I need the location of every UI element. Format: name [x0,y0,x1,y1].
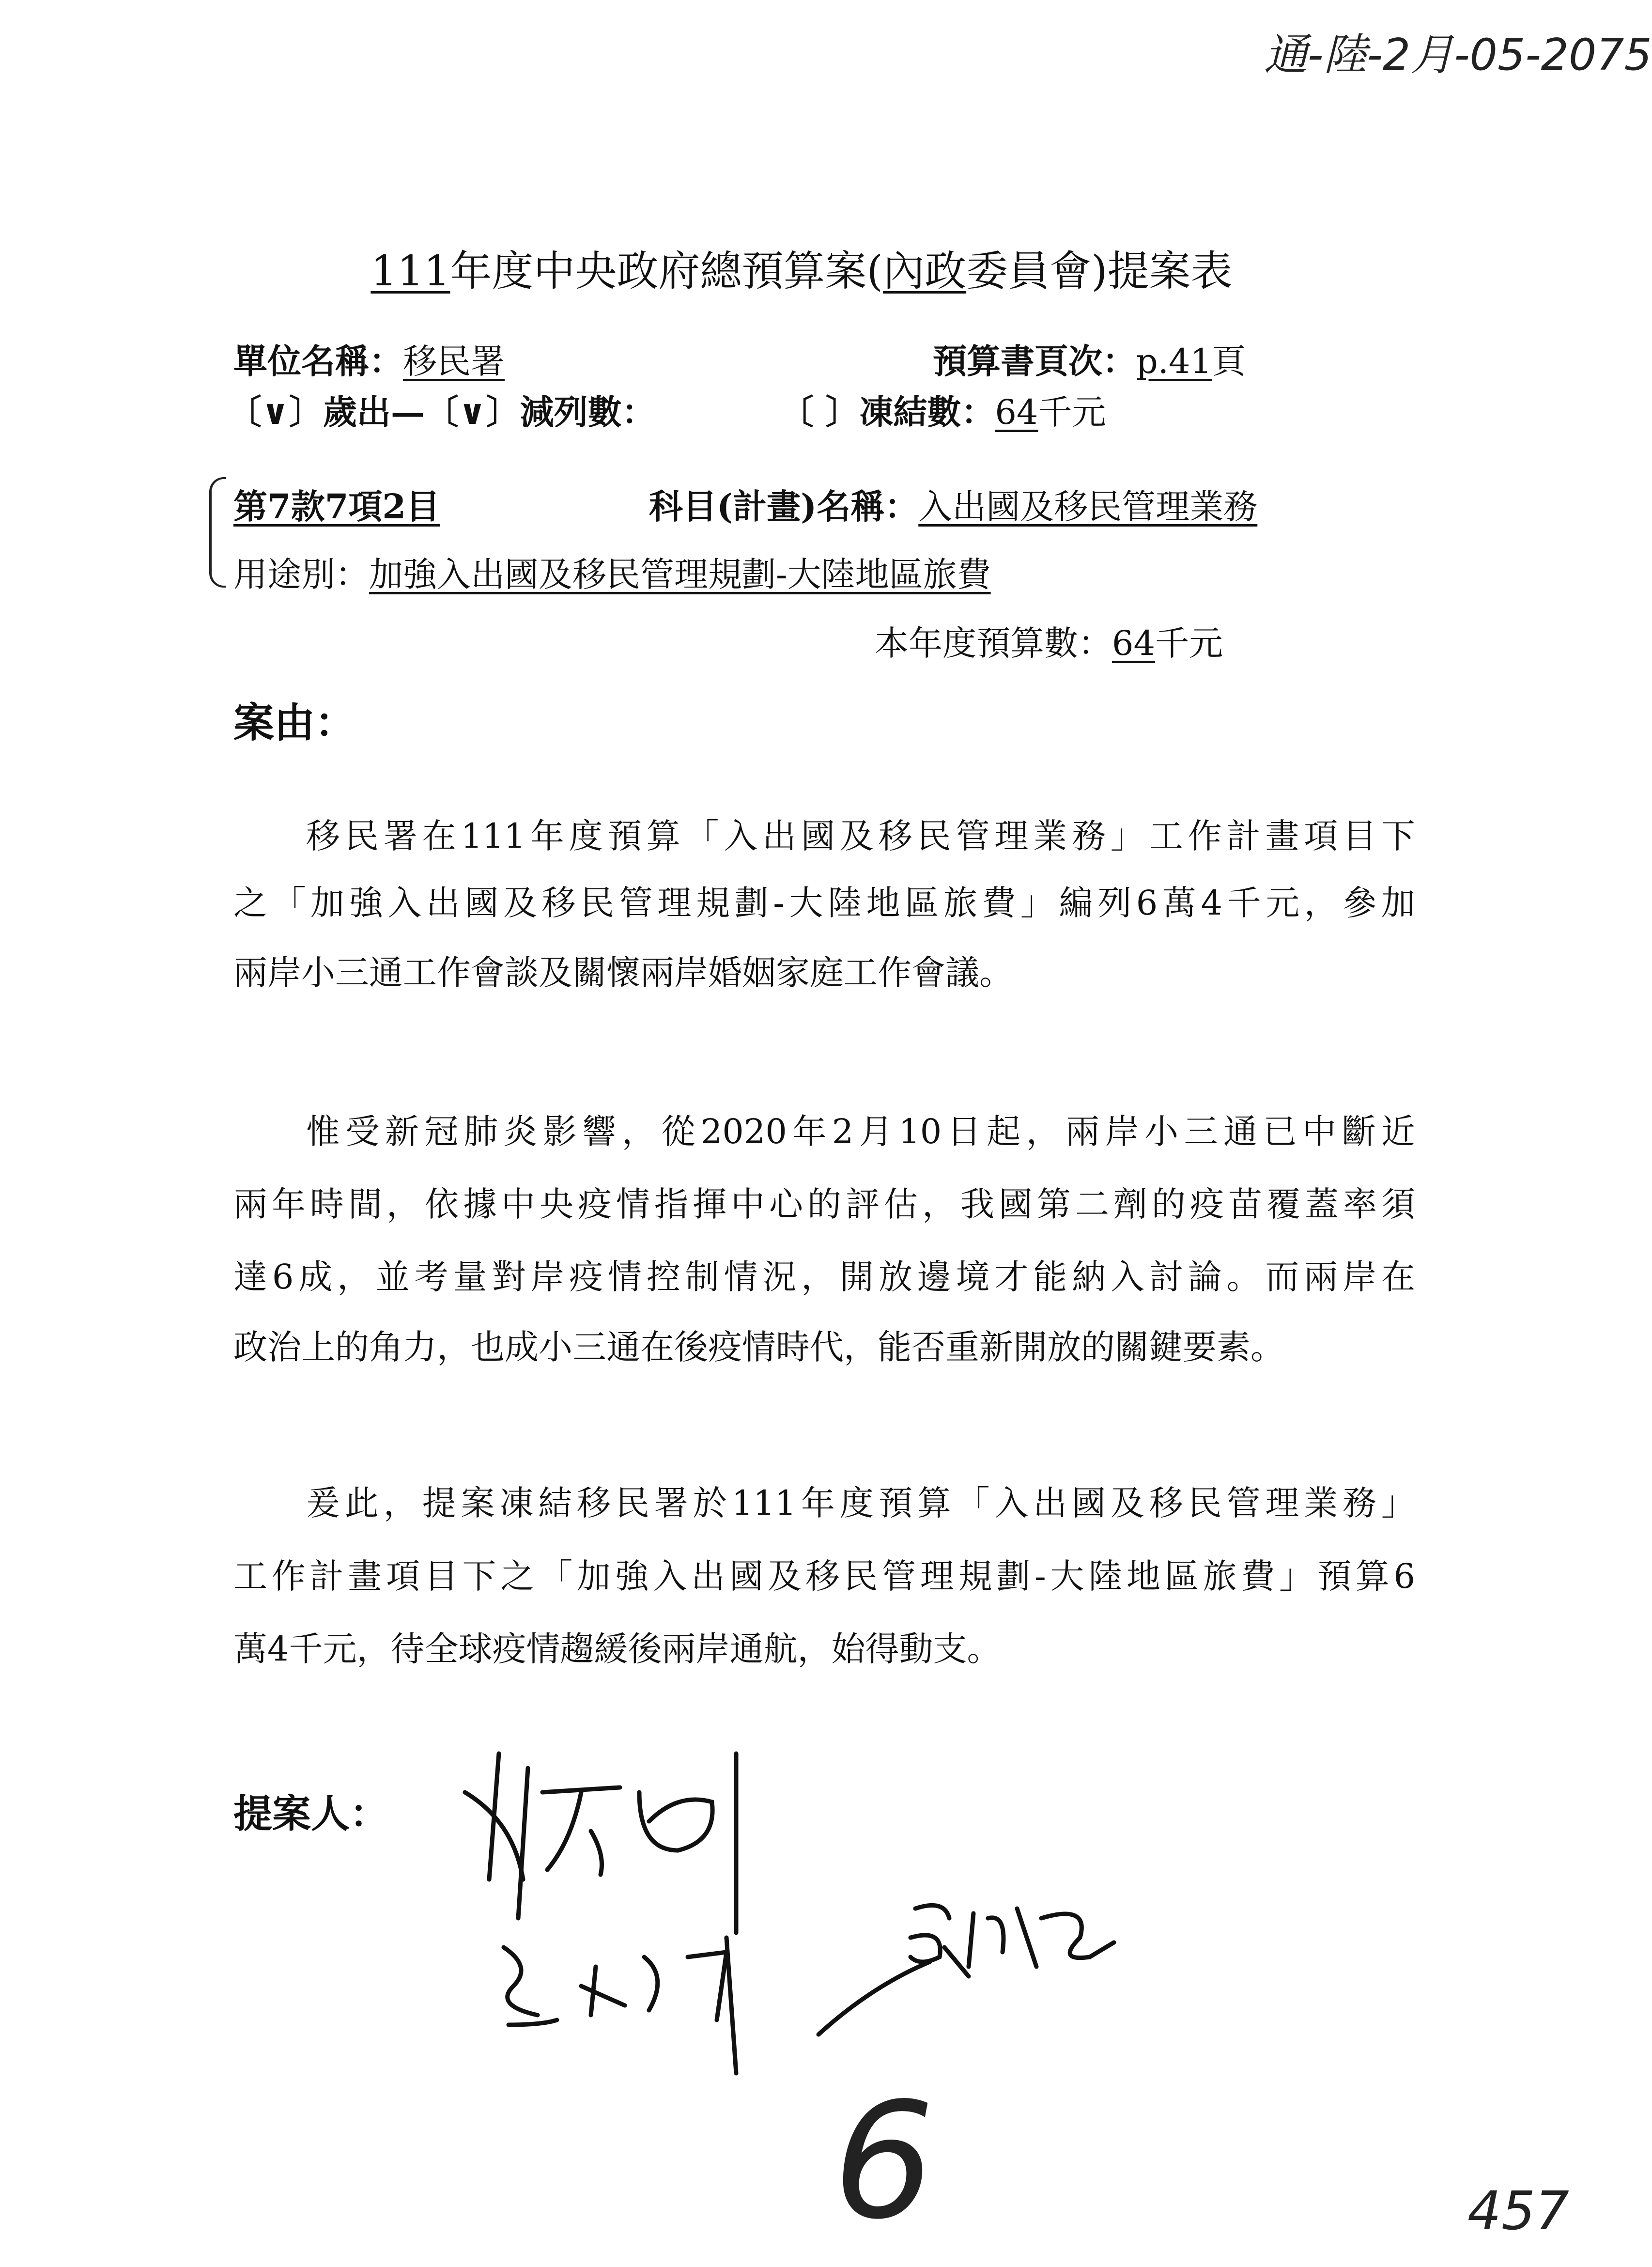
signature-1 [465,1754,736,1933]
freeze-unit: 千元 [1038,392,1106,432]
page-ref-value: p.41 [1136,342,1212,381]
title-part2: 委員會)提案表 [966,247,1233,295]
signature-3 [818,1905,1114,2034]
proposer-label: 提案人： [233,1791,388,1836]
freeze-label: 〔 〕凍結數： [780,392,995,432]
paragraph-1-line-3: 兩岸小三通工作會談及關懷兩岸婚姻家庭工作會議。 [233,953,1013,993]
paragraph-1-line-2: 之「加強入出國及移民管理規劃-大陸地區旅費」編列6萬4千元，參加 [233,883,1415,923]
handwritten-number: 6 [833,2068,935,2254]
paragraph-1-line-1: 移民署在111年度預算「入出國及移民管理業務」工作計畫項目下 [306,816,1415,856]
usage-value: 加強入出國及移民管理規劃-大陸地區旅費 [369,555,991,594]
page-number: 457 [1467,2180,1569,2242]
paragraph-2-line-3: 達6成，並考量對岸疫情控制情況，開放邊境才能納入討論。而兩岸在 [233,1257,1415,1297]
handwritten-annotation: 通-陸-2月-05-2075 [1264,30,1652,80]
title-committee: 內政 [883,247,967,295]
unit-value: 移民署 [403,342,505,381]
paragraph-2-line-2: 兩年時間，依據中央疫情指揮中心的評估，我國第二劑的疫苗覆蓋率須 [233,1184,1415,1224]
subject-value: 入出國及移民管理業務 [918,487,1258,527]
usage-label: 用途別： [233,555,369,594]
page-ref-suffix: 頁 [1212,342,1246,381]
page-ref-label: 預算書頁次： [933,341,1136,381]
subject-label: 科目(計畫)名稱： [649,486,919,527]
budget-unit: 千元 [1155,623,1223,663]
paragraph-3-line-3: 萬4千元，待全球疫情趨緩後兩岸通航，始得動支。 [233,1629,1001,1669]
budget-label: 本年度預算數： [875,623,1112,663]
title-year: 111 [371,247,450,295]
paragraph-2-line-1: 惟受新冠肺炎影響，從2020年2月10日起，兩岸小三通已中斷近 [306,1112,1415,1151]
item-code: 第7款7項2目 [233,486,440,527]
expense-options: 〔∨〕歲出—〔∨〕減列數： [228,392,656,432]
paragraph-3-line-2: 工作計畫項目下之「加強入出國及移民管理規劃-大陸地區旅費」預算6 [233,1556,1415,1596]
paragraph-3-line-1: 爰此，提案凍結移民署於111年度預算「入出國及移民管理業務」 [306,1483,1415,1523]
unit-label: 單位名稱： [233,341,403,381]
freeze-value: 64 [995,392,1038,432]
signature-2 [504,1938,736,2073]
budget-value: 64 [1112,623,1156,663]
paragraph-2-line-4: 政治上的角力，也成小三通在後疫情時代，能否重新開放的關鍵要素。 [233,1327,1284,1367]
title-part1: 年度中央政府總預算案( [450,247,883,295]
reason-heading: 案由： [233,699,356,746]
